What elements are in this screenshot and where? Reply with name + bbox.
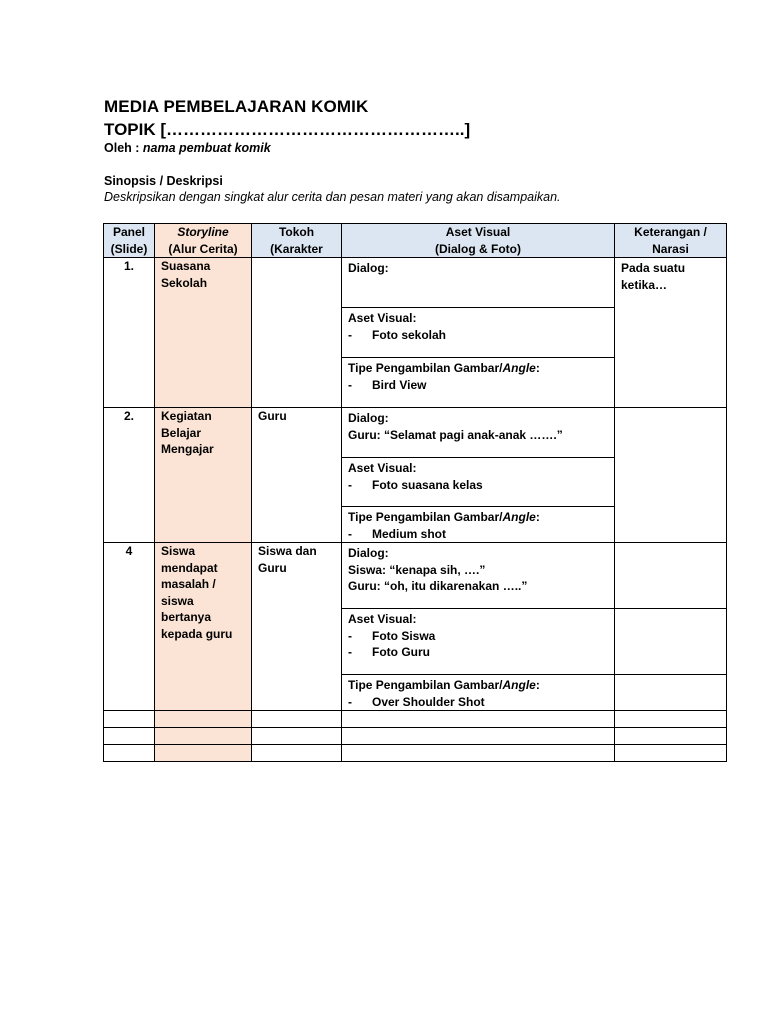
aset-visual-cell: Aset Visual: - Foto sekolah — [342, 308, 615, 358]
storyline-cell: Suasana Sekolah — [155, 258, 252, 408]
header-storyline: Storyline (Alur Cerita) — [155, 224, 252, 258]
tipe-cell: Tipe Pengambilan Gambar/Angle: - Medium shot — [342, 507, 615, 543]
author-value: nama pembuat komik — [142, 141, 271, 155]
header-tokoh: Tokoh (Karakter — [252, 224, 342, 258]
storyline-cell: Siswa mendapat masalah / siswa bertanya kepada guru — [155, 543, 252, 711]
comic-storyboard-table — [103, 223, 727, 762]
author-line — [104, 141, 271, 155]
dialog-cell: Dialog: Guru: “Selamat pagi anak-anak …….” — [342, 408, 615, 458]
dialog-cell: Dialog: Siswa: “kenapa sih, ….” Guru: “oh, itu dikarenakan …..” — [342, 543, 615, 609]
table-header-row — [104, 224, 727, 258]
keterangan-cell: Pada suatu ketika… — [615, 258, 727, 408]
empty-row — [104, 745, 727, 762]
empty-row — [104, 711, 727, 728]
aset-visual-cell: Aset Visual: - Foto suasana kelas — [342, 458, 615, 507]
keterangan-cell — [615, 543, 727, 609]
panel-number: 2. — [104, 408, 155, 543]
keterangan-cell — [615, 675, 727, 711]
author-label: Oleh : — [104, 141, 143, 155]
panel-number: 1. — [104, 258, 155, 408]
table-row — [104, 543, 727, 609]
table-row — [104, 408, 727, 458]
header-panel: Panel (Slide) — [104, 224, 155, 258]
tipe-cell: Tipe Pengambilan Gambar/Angle: - Over Shoulder Shot — [342, 675, 615, 711]
keterangan-cell — [615, 609, 727, 675]
aset-visual-cell: Aset Visual: - Foto Siswa - Foto Guru — [342, 609, 615, 675]
header-aset-visual: Aset Visual (Dialog & Foto) — [342, 224, 615, 258]
topic-line: TOPIK [……………………………………………..] — [104, 120, 471, 139]
tokoh-cell — [252, 258, 342, 408]
panel-number: 4 — [104, 543, 155, 711]
header-keterangan: Keterangan / Narasi — [615, 224, 727, 258]
tipe-cell: Tipe Pengambilan Gambar/Angle: - Bird View — [342, 358, 615, 408]
table-row — [104, 258, 727, 308]
synopsis-heading: Sinopsis / Deskripsi — [104, 174, 223, 188]
document-title: MEDIA PEMBELAJARAN KOMIK — [104, 97, 369, 116]
storyline-cell: Kegiatan Belajar Mengajar — [155, 408, 252, 543]
synopsis-description: Deskripsikan dengan singkat alur cerita dan pesan materi yang akan disampaikan. — [104, 190, 561, 204]
tokoh-cell: Guru — [252, 408, 342, 543]
tokoh-cell: Siswa dan Guru — [252, 543, 342, 711]
empty-row — [104, 728, 727, 745]
dialog-cell: Dialog: — [342, 258, 615, 308]
keterangan-cell — [615, 408, 727, 543]
